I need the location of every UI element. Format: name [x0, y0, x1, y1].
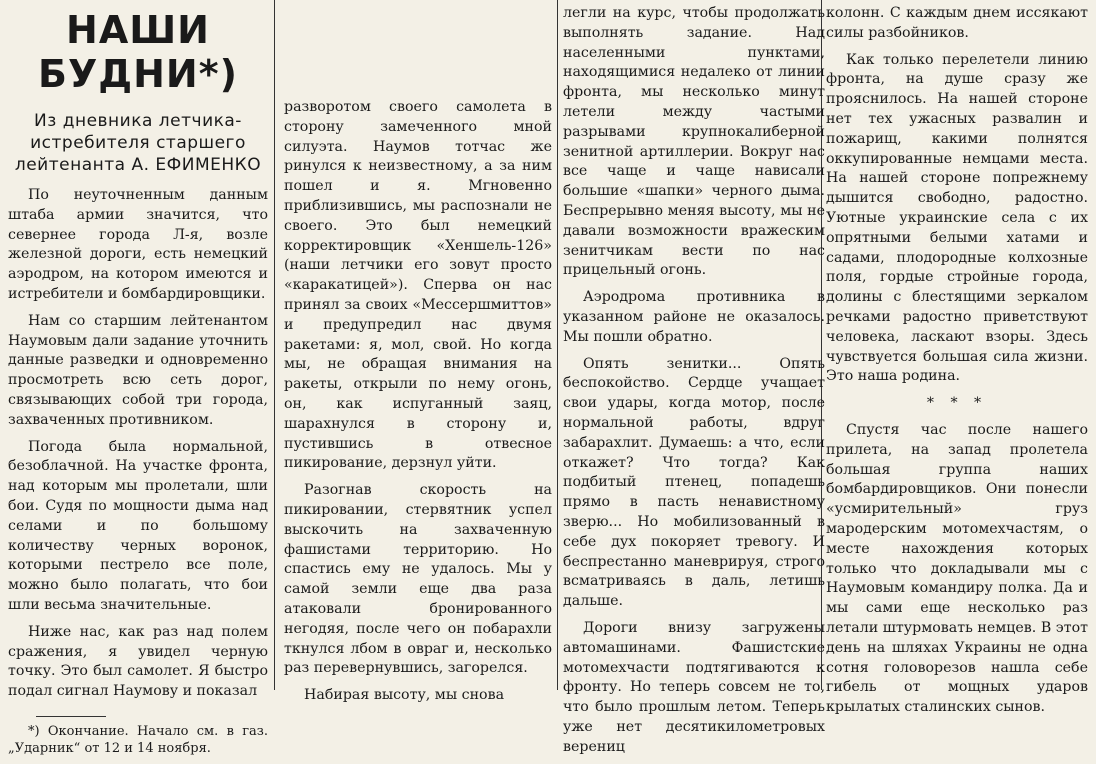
paragraph: Погода была нормальной, безоблачной. На участке фронта, над которым мы пролетали, шли бои. Судя по мощности дыма над селами и по большому количеству черных воронок, которыми пестрело все поле, можно было полагать, что бои шли весьма значительные.: [8, 438, 268, 613]
column-4: [826, 4, 1088, 725]
article-subtitle: Из дневника летчика-истребителя старшего лейтенанта А. ЕФИМЕНКО: [14, 111, 262, 175]
article-headline: НАШИ БУДНИ*): [38, 8, 238, 96]
column-3: [563, 4, 825, 764]
paragraph: Аэродрома противника в указанном районе не оказалось. Мы пошли обратно.: [563, 289, 825, 345]
paragraph: Ниже нас, как раз над полем сражения, я увидел черную точку. Это был самолет. Я быстро подал сигнал Наумову и показал: [8, 623, 268, 700]
paragraph: Разогнав скорость на пикировании, стервятник успел выскочить на захваченную фашистами территорию. Но спастись ему не удалось. Мы у самой земли еще два раза атаковали бронированного негодяя, после чего он побарахли ткнулся лбом в овраг и, несколько раз перевернувшись, загорелся.: [284, 482, 552, 677]
paragraph: Опять зенитки... Опять беспокойство. Сердце учащает свои удары, когда мотор, после нормальной работы, вдруг забарахлит. Думаешь: а что, если откажет? Что тогда? Как подбитый птенец, попадешь прямо в пасть ненавистному зверю... Но мобилизованный в себе дух покоряет тревогу. И беспрестанно маневрируя, строго всматриваясь в даль, летишь дальше.: [563, 355, 825, 610]
paragraph: разворотом своего самолета в сторону замеченного мной силуэта. Наумов тотчас же ринулся к неизвестному, а за ним пошел и я. Мгновенно приблизившись, мы распознали не своего. Это был немецкий корректировщик «Хеншель-126» (наши летчики его зовут просто «каракатицей»). Сперва он нас принял за своих «Мессершмиттов» и предупредил нас двумя ракетами: я, мол, свой. Но когда мы, не обращая внимания на ракеты, открыли по нему огонь, он, как испуганный заяц, шарахнулся в сторону и, пустившись в отвесное пикирование, дерзнул уйти.: [284, 99, 552, 472]
column-divider: [274, 0, 275, 690]
paragraph: По неуточненным данным штаба армии значится, что севернее города Л-я, возле железной дороги, есть немецкий аэродром, на котором имеются и истребители и бомбардировщики.: [8, 187, 268, 302]
column-2: [284, 98, 552, 713]
paragraph: Нам со старшим лейтенантом Наумовым дали задание уточнить данные разведки и одновременно просмотреть всю сеть дорог, связывающих собой три города, захваченных противником.: [8, 312, 268, 428]
paragraph: Спустя час после нашего прилета, на запад пролетела большая группа наших бомбардировщиков. Они понесли «усмирительный» груз мародерским мотомехчастям, о месте нахождения которых только что докладывали мы с Наумовым командиру полка. Да и мы сами еще несколько раз летали штурмовать немцев. В этот день на шляхах Украины не одна сотня головорезов нашла себе гибель от мощных ударов крылатых сталинских сынов.: [826, 421, 1088, 716]
section-separator: * * *: [926, 395, 988, 412]
column-1: [8, 0, 268, 764]
paragraph: Дороги внизу загружены автомашинами. Фашистские мотомехчасти подтягиваются к фронту. Но теперь совсем не то, что было прошлым летом. Теперь уже нет десятикилометровых верениц: [563, 619, 825, 755]
column-divider: [557, 0, 558, 690]
footnote: *) Окончание. Начало см. в газ. „Ударник“ от 12 и 14 ноября.: [8, 723, 268, 756]
paragraph: Набирая высоту, мы снова: [304, 687, 505, 704]
paragraph: легли на курс, чтобы продолжать выполнять задание. Над населенными пунктами, находящимися недалеко от линии фронта, мы несколько минут летели между частыми разрывами крупнокалиберной зенитной артиллерии. Вокруг нас все чаще и чаще нависали большие «шапки» черного дыма. Беспрерывно меняя высоту, мы не давали возможности вражеским зенитчикам вести по нас прицельный огонь.: [563, 5, 825, 279]
paragraph: Как только перелетели линию фронта, на душе сразу же прояснилось. На нашей стороне нет тех ужасных развалин и пожарищ, какими полнятся оккупированные немцами места. На нашей стороне попрежнему дышится свободно, радостно. Уютные украинские села с их опрятными белыми хатами и садами, плодородные колхозные поля, гордые стройные города, долины с блестящими зеркалом речками радостно приветствуют человека, ласкают взоры. Здесь чувствуется большая сила жизни. Это наша родина.: [826, 51, 1088, 385]
paragraph: колонн. С каждым днем иссякают силы разбойников.: [826, 5, 1088, 41]
footnote-rule: [36, 716, 106, 717]
